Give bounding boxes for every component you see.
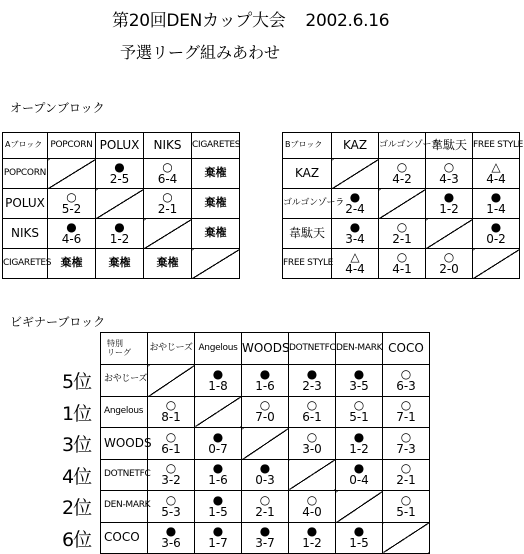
result-score: 6-4 bbox=[157, 172, 178, 186]
result bbox=[336, 431, 382, 456]
diagonal-cell bbox=[48, 159, 96, 189]
result bbox=[426, 251, 472, 276]
result-score: 4-0 bbox=[302, 504, 322, 519]
team-header: KAZ bbox=[332, 133, 379, 159]
result-cell bbox=[195, 491, 242, 523]
result-mark: ○ bbox=[162, 160, 173, 174]
result-cell bbox=[289, 396, 336, 428]
team-header: WOODS bbox=[242, 333, 289, 365]
result-cell bbox=[148, 522, 195, 554]
rank-label: 1位 bbox=[62, 403, 92, 425]
result-score: 7-0 bbox=[255, 410, 275, 425]
table-row bbox=[283, 189, 520, 219]
result-score: 2-1 bbox=[396, 473, 416, 488]
team-header: CIGARETES bbox=[192, 133, 240, 159]
result bbox=[289, 399, 335, 424]
table-row bbox=[283, 159, 520, 189]
table-row bbox=[3, 159, 240, 189]
result bbox=[383, 431, 429, 456]
result-cell bbox=[383, 365, 430, 397]
result bbox=[195, 462, 241, 487]
table-row bbox=[101, 396, 430, 428]
table-row bbox=[101, 491, 430, 523]
result bbox=[144, 161, 191, 186]
row-team-name: ゴルゴンゾーラ bbox=[283, 189, 332, 219]
block-a-table bbox=[2, 132, 240, 279]
team-header: FREE STYLE bbox=[473, 133, 520, 159]
result-mark: ● bbox=[259, 461, 271, 476]
result bbox=[336, 368, 382, 393]
result-score: 4-2 bbox=[392, 172, 412, 186]
table-row bbox=[283, 249, 520, 279]
result-mark: ● bbox=[306, 366, 318, 381]
result-mark: ○ bbox=[396, 160, 408, 174]
diagonal-cell bbox=[148, 365, 195, 397]
result-mark: ● bbox=[353, 429, 365, 444]
team-header: POPCORN bbox=[48, 133, 96, 159]
result-cell bbox=[426, 249, 473, 279]
result-cell bbox=[473, 219, 520, 249]
page-title bbox=[112, 6, 389, 31]
title-text: 第20回DENカップ大会 bbox=[112, 11, 286, 31]
result bbox=[379, 161, 425, 186]
table-row bbox=[3, 249, 240, 279]
result-cell bbox=[148, 428, 195, 460]
diagonal-cell bbox=[383, 522, 430, 554]
result-score: 5-3 bbox=[161, 504, 181, 519]
result-cell bbox=[336, 365, 383, 397]
result-score: 6-3 bbox=[396, 378, 416, 393]
result-mark: ○ bbox=[306, 398, 318, 413]
table-row bbox=[101, 522, 430, 554]
result-mark: ○ bbox=[353, 398, 365, 413]
result-cell bbox=[96, 219, 144, 249]
result-score: 3-6 bbox=[161, 536, 181, 551]
result-cell bbox=[379, 219, 426, 249]
team-header: DOTNETFC bbox=[289, 333, 336, 365]
result-cell bbox=[336, 459, 383, 491]
header-row bbox=[283, 133, 520, 159]
row-team-name: 韋駄天 bbox=[283, 219, 332, 249]
beginner-block-label: ビギナーブロック bbox=[10, 315, 106, 329]
result-mark: ○ bbox=[443, 250, 455, 264]
result bbox=[289, 431, 335, 456]
result-score: 5-1 bbox=[396, 504, 416, 519]
row-team-name: FREE STYLE bbox=[283, 249, 332, 279]
result-mark: ○ bbox=[396, 250, 408, 264]
result-mark: ● bbox=[443, 190, 455, 204]
team-header: DEN-MARK bbox=[336, 333, 383, 365]
result-score: 5-1 bbox=[349, 410, 369, 425]
result-score: 8-1 bbox=[161, 410, 181, 425]
result-mark: ○ bbox=[165, 492, 177, 507]
row-team-name: POPCORN bbox=[3, 159, 48, 189]
rank-label: 2位 bbox=[62, 497, 92, 519]
result-score: 3-0 bbox=[302, 441, 322, 456]
result-score: 3-2 bbox=[161, 473, 181, 488]
result bbox=[195, 431, 241, 456]
result-score: 1-7 bbox=[208, 536, 228, 551]
row-team-name: CIGARETES bbox=[3, 249, 48, 279]
result-cell bbox=[144, 189, 192, 219]
result-score: 1-6 bbox=[208, 473, 228, 488]
result-mark: ● bbox=[259, 366, 271, 381]
result-cell bbox=[332, 249, 379, 279]
rank-label: 3位 bbox=[62, 434, 92, 456]
diagonal-cell bbox=[144, 219, 192, 249]
result-cell bbox=[242, 491, 289, 523]
row-team-name: WOODS bbox=[101, 428, 148, 460]
result-mark: △ bbox=[350, 250, 360, 264]
result bbox=[473, 161, 519, 186]
team-header: NIKS bbox=[144, 133, 192, 159]
result-mark: ● bbox=[114, 220, 125, 234]
table-row bbox=[101, 365, 430, 397]
table-row bbox=[101, 459, 430, 491]
result bbox=[96, 221, 143, 246]
row-team-name: KAZ bbox=[283, 159, 332, 189]
result-cell bbox=[379, 249, 426, 279]
result-cell bbox=[383, 396, 430, 428]
header-row bbox=[3, 133, 240, 159]
forfeit-cell: 棄権 bbox=[192, 189, 240, 219]
result bbox=[242, 368, 288, 393]
result bbox=[379, 251, 425, 276]
result-mark: ● bbox=[165, 524, 177, 539]
result-mark: ○ bbox=[400, 492, 412, 507]
forfeit-cell: 棄権 bbox=[48, 249, 96, 279]
result-score: 1-2 bbox=[109, 232, 130, 246]
result-cell bbox=[195, 365, 242, 397]
result-cell bbox=[289, 428, 336, 460]
result-mark: ○ bbox=[162, 190, 173, 204]
diagonal-cell bbox=[96, 189, 144, 219]
result-mark: ○ bbox=[400, 461, 412, 476]
result-score: 6-1 bbox=[161, 441, 181, 456]
row-team-name: DEN-MARK bbox=[101, 491, 148, 523]
result-mark: ● bbox=[212, 524, 224, 539]
result-cell bbox=[195, 428, 242, 460]
result-cell bbox=[148, 396, 195, 428]
result-cell bbox=[473, 159, 520, 189]
result-mark: ○ bbox=[396, 220, 408, 234]
beginner-table bbox=[100, 332, 430, 554]
result bbox=[336, 525, 382, 550]
result-mark: ● bbox=[212, 366, 224, 381]
result-score: 1-4 bbox=[486, 202, 506, 216]
header-row bbox=[101, 333, 430, 365]
block-b-table bbox=[282, 132, 524, 279]
result-score: 4-4 bbox=[345, 262, 365, 276]
diagonal-cell bbox=[332, 159, 379, 189]
result-cell bbox=[289, 365, 336, 397]
result-score: 1-6 bbox=[255, 378, 275, 393]
result-score: 4-3 bbox=[439, 172, 459, 186]
result-mark: ● bbox=[306, 524, 318, 539]
result-score: 4-6 bbox=[61, 232, 82, 246]
result-score: 6-1 bbox=[302, 410, 322, 425]
result-mark: ○ bbox=[306, 429, 318, 444]
corner-cell: Bブロック bbox=[283, 133, 332, 159]
table-row bbox=[3, 189, 240, 219]
result-cell bbox=[242, 459, 289, 491]
team-header: おやじーズ bbox=[148, 333, 195, 365]
result-score: 1-5 bbox=[208, 504, 228, 519]
date-text: 2002.6.16 bbox=[305, 11, 390, 31]
result-cell bbox=[242, 365, 289, 397]
result bbox=[148, 462, 194, 487]
result-mark: ● bbox=[349, 220, 361, 234]
result-mark: ● bbox=[349, 190, 361, 204]
open-block-label: オープンブロック bbox=[10, 101, 105, 115]
team-header: Angelous bbox=[195, 333, 242, 365]
result bbox=[148, 399, 194, 424]
result-cell bbox=[383, 428, 430, 460]
result-cell bbox=[332, 219, 379, 249]
result-mark: ○ bbox=[400, 429, 412, 444]
corner-cell: Aブロック bbox=[3, 133, 48, 159]
result-cell bbox=[48, 219, 96, 249]
result bbox=[383, 368, 429, 393]
result-mark: ○ bbox=[165, 429, 177, 444]
result-score: 2-4 bbox=[345, 202, 365, 216]
result-cell bbox=[473, 189, 520, 219]
result bbox=[48, 221, 95, 246]
result bbox=[426, 191, 472, 216]
result-mark: ● bbox=[212, 461, 224, 476]
result-score: 2-3 bbox=[302, 378, 322, 393]
result bbox=[195, 494, 241, 519]
result-cell bbox=[289, 522, 336, 554]
result-mark: ● bbox=[212, 429, 224, 444]
table-row bbox=[283, 219, 520, 249]
result-cell bbox=[336, 396, 383, 428]
result-score: 2-1 bbox=[157, 202, 178, 216]
result-mark: ○ bbox=[400, 398, 412, 413]
result-score: 4-1 bbox=[392, 262, 412, 276]
result-mark: ○ bbox=[443, 160, 455, 174]
page-subtitle: 予選リーグ組みあわせ bbox=[120, 43, 281, 62]
result-mark: ● bbox=[66, 220, 77, 234]
result-cell bbox=[379, 159, 426, 189]
result-score: 4-4 bbox=[486, 172, 506, 186]
team-header: COCO bbox=[383, 333, 430, 365]
result-mark: ○ bbox=[259, 398, 271, 413]
result-mark: ● bbox=[490, 190, 502, 204]
diagonal-cell bbox=[473, 249, 520, 279]
result-mark: ● bbox=[353, 524, 365, 539]
forfeit-cell: 棄権 bbox=[144, 249, 192, 279]
result-mark: ● bbox=[353, 461, 365, 476]
result-cell bbox=[148, 491, 195, 523]
result-cell bbox=[336, 522, 383, 554]
result bbox=[332, 251, 378, 276]
result-score: 3-4 bbox=[345, 232, 365, 246]
result bbox=[242, 494, 288, 519]
result bbox=[426, 161, 472, 186]
result bbox=[332, 221, 378, 246]
result bbox=[473, 191, 519, 216]
result bbox=[48, 191, 95, 216]
result-score: 0-3 bbox=[255, 473, 275, 488]
diagonal-cell bbox=[289, 459, 336, 491]
result-score: 1-5 bbox=[349, 536, 369, 551]
result-mark: ● bbox=[212, 492, 224, 507]
result-score: 2-1 bbox=[255, 504, 275, 519]
result bbox=[148, 431, 194, 456]
rank-label: 4位 bbox=[62, 466, 92, 488]
result-mark: ● bbox=[490, 220, 502, 234]
result-cell bbox=[242, 396, 289, 428]
result-cell bbox=[242, 522, 289, 554]
result-mark: ○ bbox=[400, 366, 412, 381]
team-header: 韋駄天 bbox=[426, 133, 473, 159]
result-cell bbox=[336, 428, 383, 460]
diagonal-cell bbox=[379, 189, 426, 219]
diagonal-cell bbox=[195, 396, 242, 428]
result bbox=[195, 368, 241, 393]
result-cell bbox=[48, 189, 96, 219]
result bbox=[148, 525, 194, 550]
row-team-name: COCO bbox=[101, 522, 148, 554]
result-mark: ● bbox=[114, 160, 125, 174]
result bbox=[289, 525, 335, 550]
result-mark: ○ bbox=[66, 190, 77, 204]
forfeit-cell: 棄権 bbox=[96, 249, 144, 279]
result-score: 2-5 bbox=[109, 172, 130, 186]
row-team-name: Angelous bbox=[101, 396, 148, 428]
result-score: 2-0 bbox=[439, 262, 459, 276]
result-cell bbox=[144, 159, 192, 189]
result-mark: ○ bbox=[165, 461, 177, 476]
result bbox=[289, 494, 335, 519]
team-header: ゴルゴンゾーラ bbox=[379, 133, 426, 159]
diagonal-cell bbox=[242, 428, 289, 460]
result-cell bbox=[195, 459, 242, 491]
result bbox=[195, 525, 241, 550]
result-score: 1-8 bbox=[208, 378, 228, 393]
result bbox=[96, 161, 143, 186]
result-score: 5-2 bbox=[61, 202, 82, 216]
table-row bbox=[101, 428, 430, 460]
result bbox=[242, 462, 288, 487]
forfeit-cell: 棄権 bbox=[192, 219, 240, 249]
result-score: 1-2 bbox=[439, 202, 459, 216]
result-cell bbox=[148, 459, 195, 491]
result bbox=[289, 368, 335, 393]
result bbox=[144, 191, 191, 216]
result bbox=[148, 494, 194, 519]
row-team-name: NIKS bbox=[3, 219, 48, 249]
result bbox=[383, 494, 429, 519]
result-cell bbox=[383, 459, 430, 491]
row-team-name: おやじーズ bbox=[101, 365, 148, 397]
result-score: 7-3 bbox=[396, 441, 416, 456]
result-score: 1-2 bbox=[302, 536, 322, 551]
diagonal-cell bbox=[426, 219, 473, 249]
result-score: 3-5 bbox=[349, 378, 369, 393]
row-team-name: DOTNETFC bbox=[101, 459, 148, 491]
result bbox=[383, 399, 429, 424]
result bbox=[383, 462, 429, 487]
result-mark: ○ bbox=[165, 398, 177, 413]
result-cell bbox=[195, 522, 242, 554]
table-row bbox=[3, 219, 240, 249]
forfeit-cell: 棄権 bbox=[192, 159, 240, 189]
result bbox=[242, 525, 288, 550]
result-score: 0-4 bbox=[349, 473, 369, 488]
result bbox=[379, 221, 425, 246]
team-header: POLUX bbox=[96, 133, 144, 159]
result-cell bbox=[426, 189, 473, 219]
diagonal-cell bbox=[192, 249, 240, 279]
result-cell bbox=[289, 491, 336, 523]
diagonal-cell bbox=[336, 491, 383, 523]
corner-cell: 特別 リーグ bbox=[101, 333, 148, 365]
result-score: 0-7 bbox=[208, 441, 228, 456]
result bbox=[473, 221, 519, 246]
result-cell bbox=[426, 159, 473, 189]
result-cell bbox=[383, 491, 430, 523]
result bbox=[336, 399, 382, 424]
row-team-name: POLUX bbox=[3, 189, 48, 219]
result-score: 2-1 bbox=[392, 232, 412, 246]
result-mark: ● bbox=[259, 524, 271, 539]
result-mark: ● bbox=[353, 366, 365, 381]
result-score: 3-7 bbox=[255, 536, 275, 551]
result-cell bbox=[96, 159, 144, 189]
result-score: 7-1 bbox=[396, 410, 416, 425]
result-mark: ○ bbox=[259, 492, 271, 507]
result-mark: △ bbox=[491, 160, 501, 174]
result-score: 0-2 bbox=[486, 232, 506, 246]
result-mark: ○ bbox=[306, 492, 318, 507]
result-score: 1-2 bbox=[349, 441, 369, 456]
rank-label: 5位 bbox=[62, 371, 92, 393]
result bbox=[336, 462, 382, 487]
rank-label: 6位 bbox=[62, 529, 92, 551]
result bbox=[242, 399, 288, 424]
